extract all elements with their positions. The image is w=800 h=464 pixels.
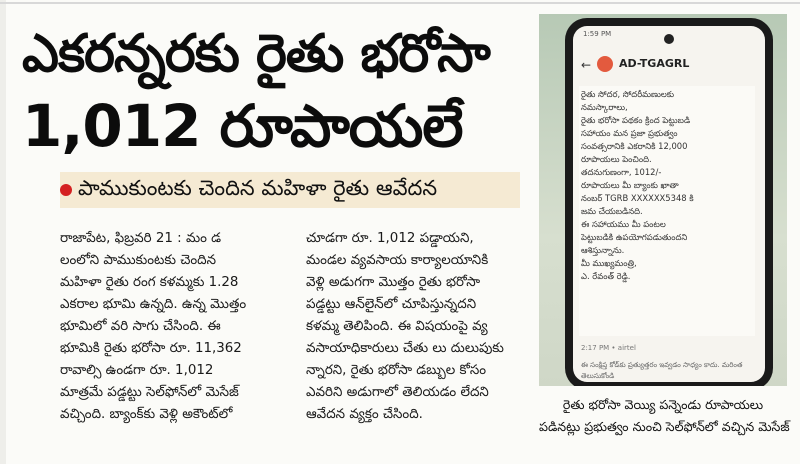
article-line: లంలోని పాముకుంటకు చెందిన bbox=[60, 253, 217, 268]
message-line: జమ చేయబడినది. bbox=[581, 206, 643, 216]
caption-line: రైతు భరోసా వెయ్యి పన్నెండు రూపాయలు bbox=[562, 397, 764, 412]
message-line: రైతు సోదర, సోదరీమణులకు bbox=[581, 89, 675, 99]
article-line: భూమికి రైతు భరోసా రూ. 11,362 bbox=[60, 341, 242, 356]
message-line: తదనుగుణంగా, 1012/- bbox=[581, 167, 662, 177]
article-line: చూడగా రూ. 1,012 పడ్డాయని, bbox=[306, 231, 474, 246]
message-line: నంబర్ TGRB XXXXXX5348 కి bbox=[581, 193, 694, 203]
article-line: వచ్చింది. బ్యాంక్‌కు వెళ్లి అకౌంట్‌లో bbox=[60, 407, 233, 422]
headline-line-1: ఎకరన్నరకు రైతు భరోసా bbox=[22, 24, 490, 84]
sms-message bbox=[581, 88, 755, 283]
article-line: మహిళా రైతు రంగ కళమ్మకు 1.28 bbox=[60, 275, 239, 290]
camera-icon bbox=[664, 34, 674, 44]
subheadline: పాముకుంటకు చెందిన మహిళా రైతు ఆవేదన bbox=[78, 176, 438, 200]
message-line: ఈ సహాయము మీ పంటల bbox=[581, 219, 666, 229]
article-line: ఆవేదన వ్యక్తం చేసింది. bbox=[306, 407, 423, 422]
article-line: ఎవరిని అడుగాలో తెలియడం లేదని bbox=[306, 385, 489, 400]
page-edge bbox=[0, 0, 6, 464]
article-line: వెళ్లి అడుగగా మొత్తం రైతు భరోసా bbox=[306, 275, 481, 290]
status-bar-time: 1:59 PM bbox=[583, 30, 612, 38]
message-line: ఆశిస్తున్నాను. bbox=[581, 245, 625, 255]
sender-name: AD-TGAGRL bbox=[619, 57, 690, 70]
article-line: కళమ్మ తెలిపింది. ఈ విషయంపై వ్య bbox=[306, 319, 488, 334]
article-line: భూమిలో వరి సాగు చేసింది. ఈ bbox=[60, 319, 221, 334]
article-line: మండల వ్యవసాయ కార్యాలయానికి bbox=[306, 253, 489, 268]
top-rule bbox=[0, 2, 800, 4]
article-line: వసాయాధికారులు చేతు లు దులుపుకు bbox=[306, 341, 504, 356]
message-line: సంవత్సరానికి ఎకరానికి 12,000 bbox=[581, 141, 688, 151]
message-line: ఎ. రేవంత్ రెడ్డి. bbox=[581, 271, 631, 281]
photo-caption bbox=[539, 394, 790, 438]
red-bullet-icon bbox=[60, 184, 72, 196]
article-line: రావాల్సి ఉండగా రూ. 1,012 bbox=[60, 363, 214, 378]
article-line: రాజాపేట, ఫిబ్రవరి 21 : మం డ bbox=[60, 231, 222, 246]
sms-footer-note: ఈ సంక్షిప్త కోడ్‌కు ప్రత్యుత్తరం ఇవ్వడం సాధ్యం కాదు. మరింత తెలుసుకోండి bbox=[581, 361, 743, 380]
message-timestamp: 2:17 PM • airtel bbox=[581, 344, 636, 352]
message-line: నమస్కారాలు, bbox=[581, 102, 628, 112]
article-column-1 bbox=[60, 228, 290, 426]
message-line: రూపాయలు పెంచింది. bbox=[581, 154, 652, 164]
article-line: మాత్రమే పడ్డట్టు సెల్‌ఫోన్‌లో మెసేజ్ bbox=[60, 385, 239, 400]
headline-line-2: 1,012 రూపాయలే bbox=[22, 92, 463, 160]
article-line: పడ్డట్టు ఆన్‌లైన్‌లో చూపిస్తున్నదని bbox=[306, 297, 477, 312]
back-arrow-icon: ← bbox=[581, 58, 592, 72]
article-column-2 bbox=[306, 228, 526, 426]
phone-photo bbox=[539, 14, 787, 386]
message-line: రూపాయలు మీ బ్యాంకు ఖాతా bbox=[581, 180, 679, 190]
phone-screen bbox=[573, 26, 765, 382]
message-line: రైతు భరోసా పథకం క్రింద పెట్టుబడి bbox=[581, 115, 691, 125]
article-line: న్నారని, రైతు భరోసా డబ్బుల కోసం bbox=[306, 363, 487, 378]
message-line: సహాయం మన ప్రజా ప్రభుత్వం bbox=[581, 128, 678, 138]
message-line: పెట్టుబడికి ఉపయోగపడుతుందని bbox=[581, 232, 688, 242]
avatar bbox=[597, 56, 613, 72]
message-line: మీ ముఖ్యమంత్రి, bbox=[581, 258, 637, 268]
article-line: ఎకరాల భూమి ఉన్నది. ఉన్న మొత్తం bbox=[60, 297, 247, 312]
message-header bbox=[581, 54, 757, 76]
caption-line: పడినట్లు ప్రభుత్వం నుంచి సెల్‌ఫోన్‌లో వచ్చిన మెసేజ్ bbox=[539, 419, 790, 434]
